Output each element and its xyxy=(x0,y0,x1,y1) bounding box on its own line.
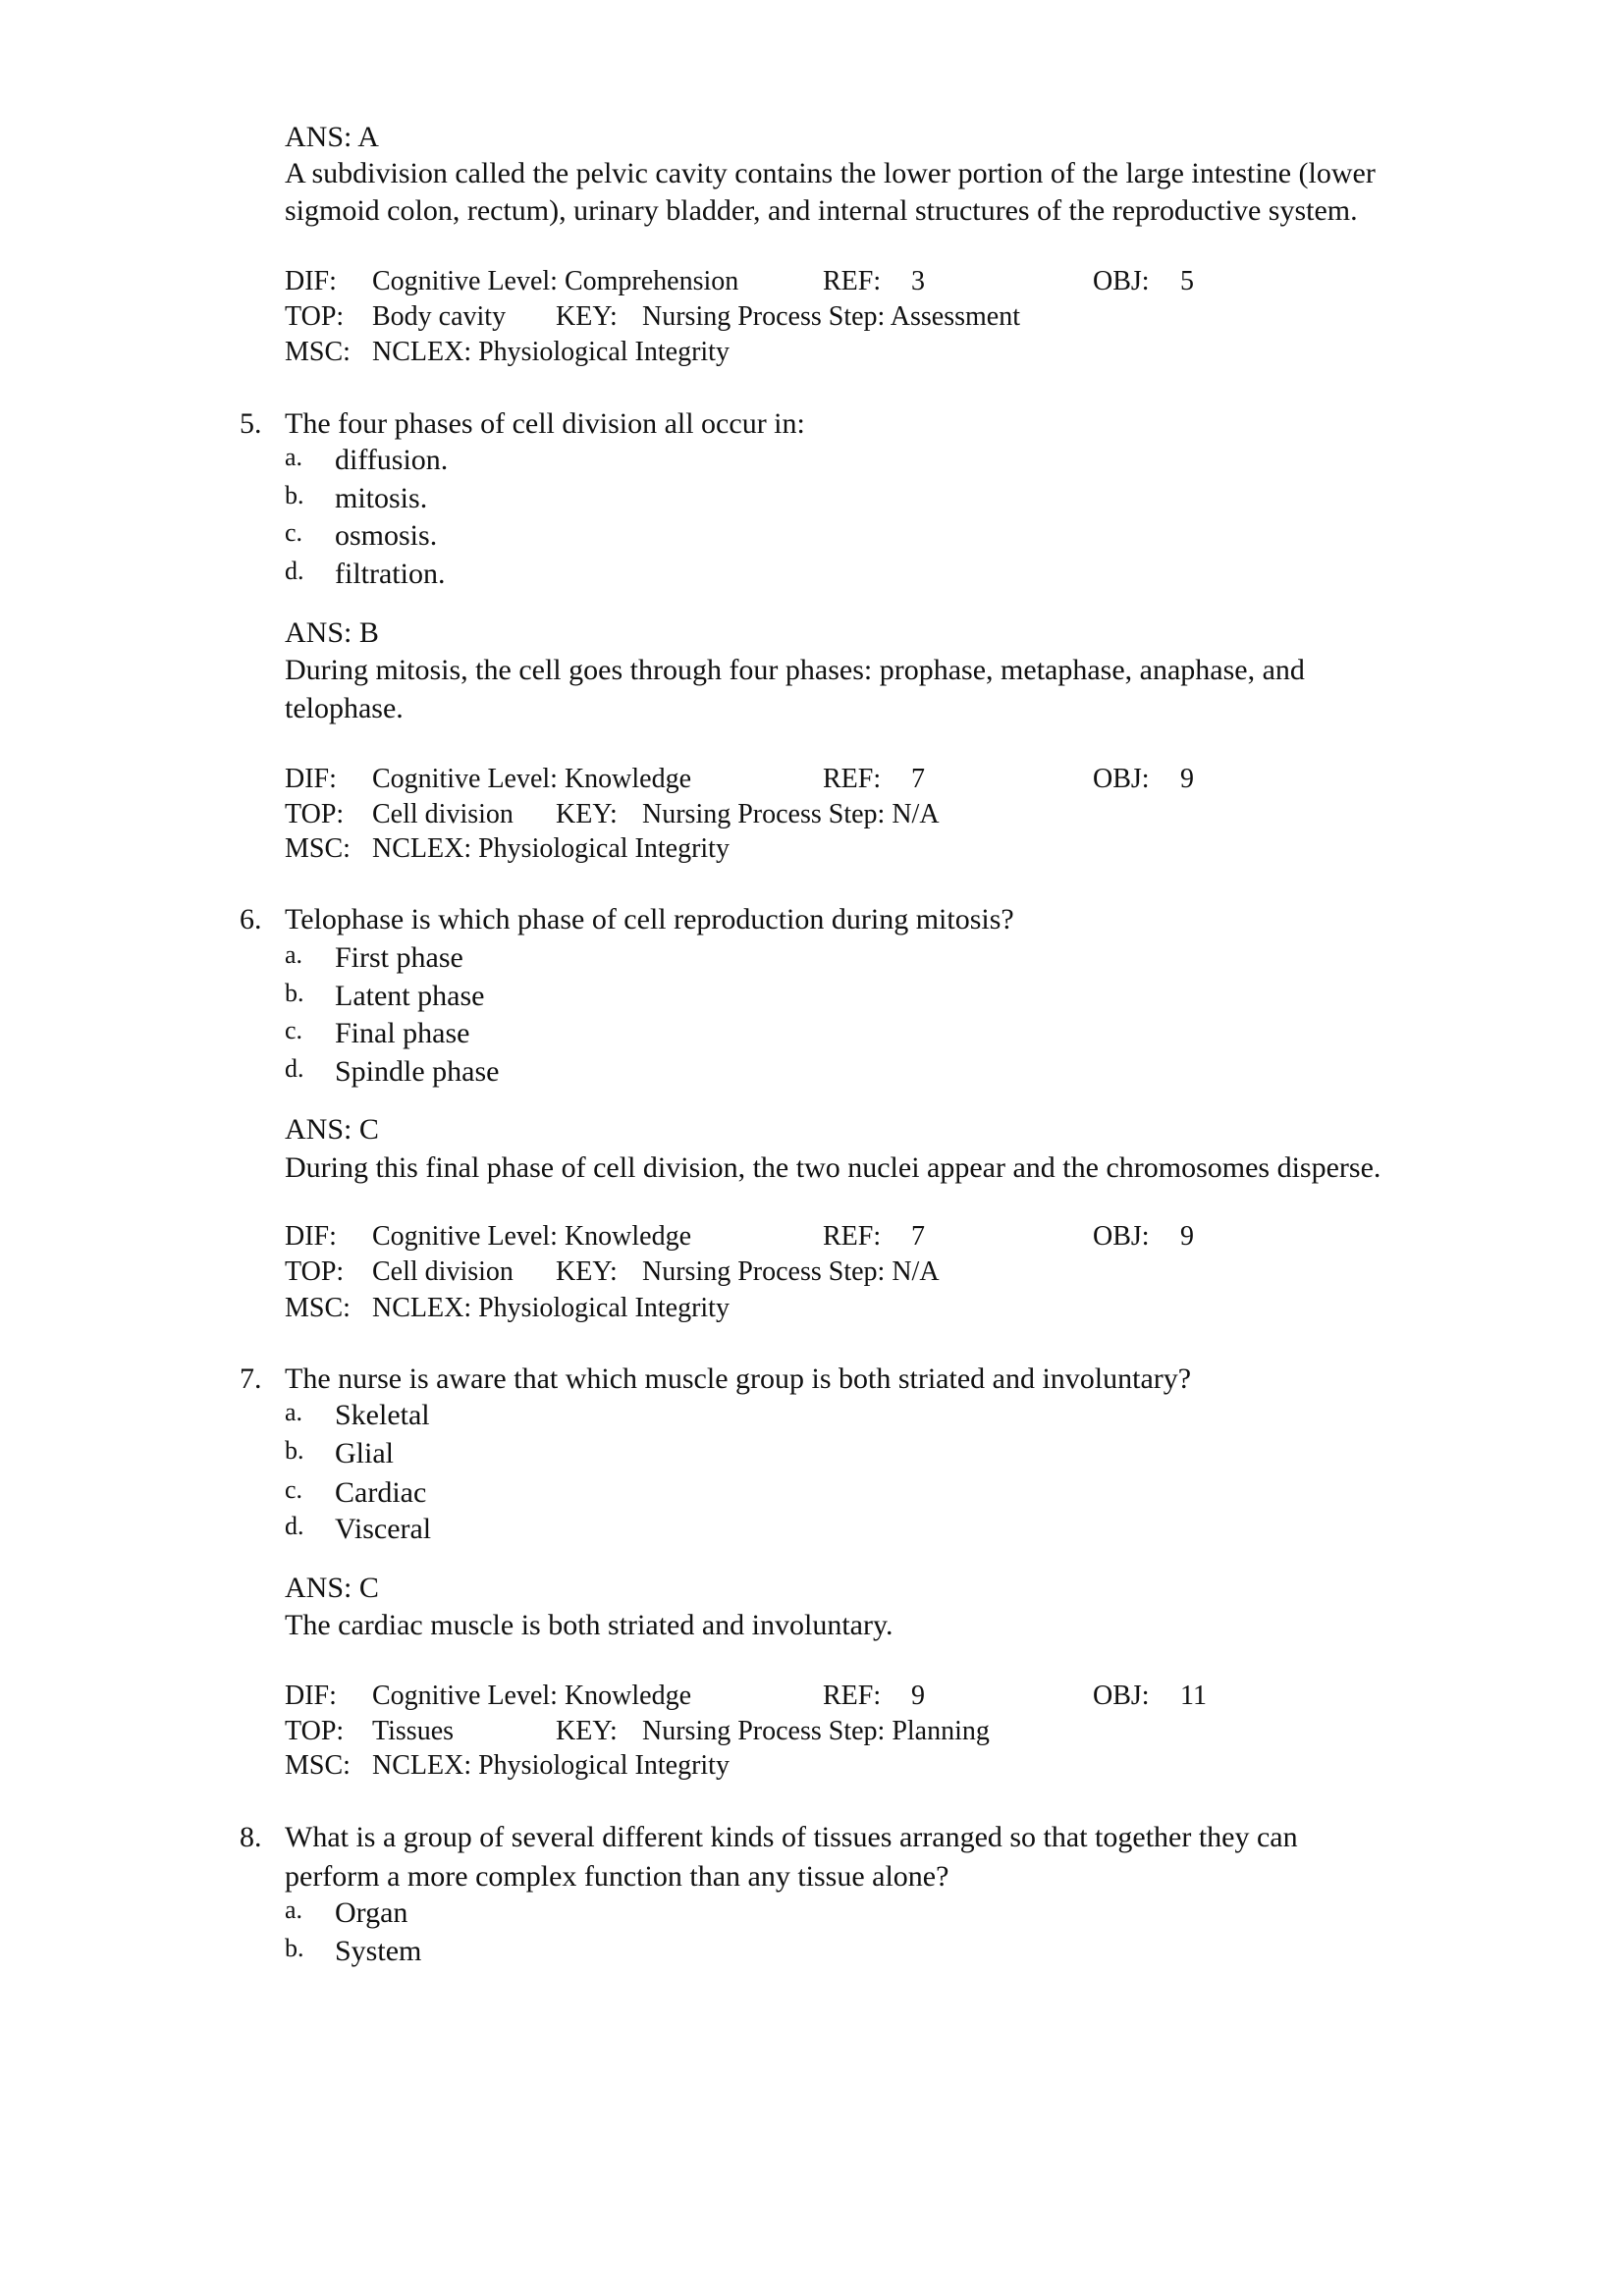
ref-label: REF: xyxy=(823,1221,882,1252)
obj-value: 5 xyxy=(1180,266,1194,296)
dif-value: Cognitive Level: Comprehension xyxy=(372,266,739,296)
top-label: TOP: xyxy=(285,799,345,829)
rationale: The cardiac muscle is both striated and involuntary. xyxy=(285,1609,893,1641)
top-value: Cell division xyxy=(372,1256,514,1287)
rationale: telophase. xyxy=(285,692,404,724)
dif-label: DIF: xyxy=(285,266,337,296)
answer-key: ANS: C xyxy=(285,1113,379,1146)
obj-value: 9 xyxy=(1180,1221,1194,1252)
option-text: diffusion. xyxy=(335,444,449,476)
msc-value: NCLEX: Physiological Integrity xyxy=(372,337,730,367)
msc-label: MSC: xyxy=(285,1293,351,1323)
key-label: KEY: xyxy=(556,1716,618,1746)
option-letter: d. xyxy=(285,1512,304,1540)
question-number: 6. xyxy=(240,903,262,935)
msc-label: MSC: xyxy=(285,1750,351,1781)
option-text: mitosis. xyxy=(335,482,428,514)
option-text: Skeletal xyxy=(335,1399,430,1431)
top-value: Cell division xyxy=(372,799,514,829)
option-text: Spindle phase xyxy=(335,1055,500,1088)
option-text: filtration. xyxy=(335,558,446,590)
option-letter: a. xyxy=(285,1896,303,1924)
rationale: During this final phase of cell division, the two nuclei appear and the chromosomes disperse. xyxy=(285,1151,1381,1184)
key-value: Nursing Process Step: N/A xyxy=(642,799,940,829)
obj-label: OBJ: xyxy=(1093,1681,1150,1711)
key-value: Nursing Process Step: Planning xyxy=(642,1716,990,1746)
dif-label: DIF: xyxy=(285,1221,337,1252)
top-label: TOP: xyxy=(285,1716,345,1746)
option-text: Final phase xyxy=(335,1017,470,1049)
option-text: Visceral xyxy=(335,1513,432,1545)
key-value: Nursing Process Step: N/A xyxy=(642,1256,940,1287)
top-label: TOP: xyxy=(285,1256,345,1287)
option-letter: b. xyxy=(285,1934,304,1962)
question-number: 7. xyxy=(240,1362,262,1395)
ref-label: REF: xyxy=(823,764,882,794)
ref-value: 3 xyxy=(911,266,925,296)
top-value: Tissues xyxy=(372,1716,455,1746)
top-label: TOP: xyxy=(285,301,345,332)
option-letter: b. xyxy=(285,481,304,509)
option-text: Cardiac xyxy=(335,1476,427,1509)
obj-value: 11 xyxy=(1180,1681,1207,1711)
rationale: A subdivision called the pelvic cavity contains the lower portion of the large intestine (lower xyxy=(285,157,1376,189)
question-stem: Telophase is which phase of cell reproduction during mitosis? xyxy=(285,903,1014,935)
answer-key: ANS: B xyxy=(285,616,379,649)
ref-value: 9 xyxy=(911,1681,925,1711)
top-value: Body cavity xyxy=(372,301,507,332)
question-stem: perform a more complex function than any tissue alone? xyxy=(285,1860,949,1893)
option-text: First phase xyxy=(335,941,463,974)
option-letter: a. xyxy=(285,940,303,969)
dif-label: DIF: xyxy=(285,764,337,794)
question-stem: The four phases of cell division all occur in: xyxy=(285,407,805,440)
obj-label: OBJ: xyxy=(1093,266,1150,296)
option-letter: c. xyxy=(285,1016,303,1044)
question-stem: The nurse is aware that which muscle group is both striated and involuntary? xyxy=(285,1362,1192,1395)
ref-label: REF: xyxy=(823,266,882,296)
answer-key: ANS: A xyxy=(285,121,379,153)
obj-label: OBJ: xyxy=(1093,764,1150,794)
key-label: KEY: xyxy=(556,1256,618,1287)
ref-value: 7 xyxy=(911,764,925,794)
key-label: KEY: xyxy=(556,301,618,332)
ref-value: 7 xyxy=(911,1221,925,1252)
option-letter: c. xyxy=(285,518,303,547)
msc-label: MSC: xyxy=(285,833,351,864)
answer-key: ANS: C xyxy=(285,1572,379,1604)
option-text: Glial xyxy=(335,1437,394,1469)
option-text: Organ xyxy=(335,1896,408,1929)
question-number: 8. xyxy=(240,1821,262,1853)
option-text: osmosis. xyxy=(335,519,438,552)
question-stem: What is a group of several different kinds of tissues arranged so that together they can xyxy=(285,1821,1298,1853)
ref-label: REF: xyxy=(823,1681,882,1711)
dif-value: Cognitive Level: Knowledge xyxy=(372,1681,692,1711)
option-letter: d. xyxy=(285,557,304,585)
option-letter: a. xyxy=(285,1398,303,1426)
option-text: Latent phase xyxy=(335,980,485,1012)
option-letter: b. xyxy=(285,979,304,1007)
msc-value: NCLEX: Physiological Integrity xyxy=(372,1750,730,1781)
rationale: sigmoid colon, rectum), urinary bladder, and internal structures of the reproductive system. xyxy=(285,194,1358,227)
option-letter: a. xyxy=(285,443,303,471)
question-number: 5. xyxy=(240,407,262,440)
dif-value: Cognitive Level: Knowledge xyxy=(372,764,692,794)
key-value: Nursing Process Step: Assessment xyxy=(642,301,1020,332)
rationale: During mitosis, the cell goes through four phases: prophase, metaphase, anaphase, and xyxy=(285,654,1305,686)
key-label: KEY: xyxy=(556,799,618,829)
msc-label: MSC: xyxy=(285,337,351,367)
option-letter: b. xyxy=(285,1436,304,1465)
dif-value: Cognitive Level: Knowledge xyxy=(372,1221,692,1252)
option-letter: c. xyxy=(285,1475,303,1504)
option-text: System xyxy=(335,1935,422,1967)
msc-value: NCLEX: Physiological Integrity xyxy=(372,833,730,864)
obj-label: OBJ: xyxy=(1093,1221,1150,1252)
obj-value: 9 xyxy=(1180,764,1194,794)
option-letter: d. xyxy=(285,1054,304,1083)
msc-value: NCLEX: Physiological Integrity xyxy=(372,1293,730,1323)
dif-label: DIF: xyxy=(285,1681,337,1711)
